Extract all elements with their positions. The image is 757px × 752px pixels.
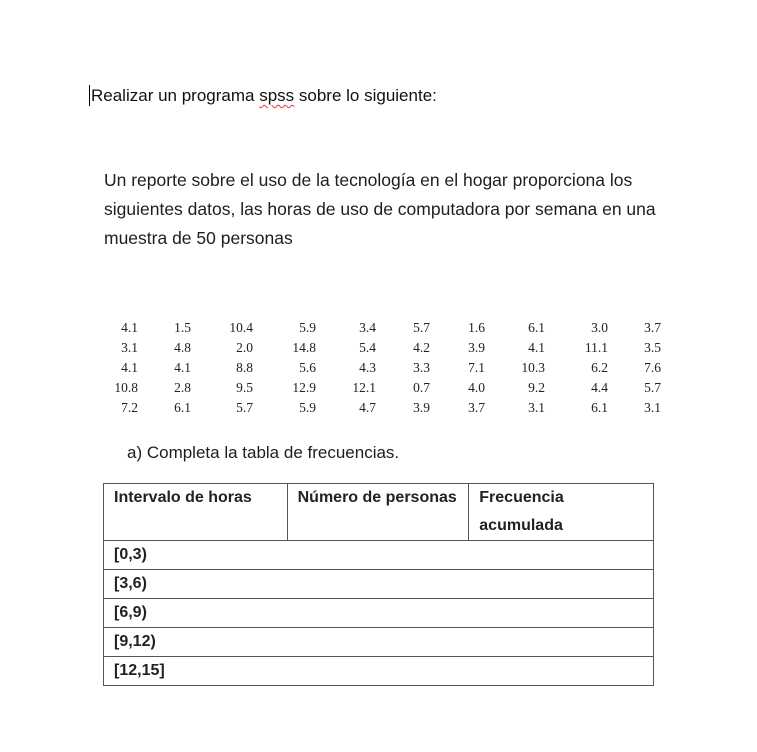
- data-value: 10.4: [229, 320, 253, 335]
- data-value: 6.2: [591, 360, 608, 375]
- data-value: 1.6: [468, 320, 485, 335]
- data-value: 5.4: [359, 340, 376, 355]
- problem-description: Un reporte sobre el uso de la tecnología en el hogar proporciona los siguientes datos, las horas de uso de computadora por semana en una muestra de 50 personas: [104, 170, 656, 248]
- data-value: 12.1: [352, 380, 376, 395]
- text-cursor: [89, 85, 90, 106]
- data-value: 9.5: [236, 380, 253, 395]
- data-value: 3.4: [359, 320, 376, 335]
- data-value: 3.3: [413, 360, 430, 375]
- data-value: 3.7: [644, 320, 661, 335]
- table-row: [104, 628, 654, 657]
- data-value: 0.7: [413, 380, 430, 395]
- data-value: 4.8: [174, 340, 191, 355]
- spellcheck-flagged-word[interactable]: spss: [259, 86, 295, 105]
- data-value: 7.2: [121, 400, 138, 415]
- data-value: 7.1: [468, 360, 485, 375]
- data-value: 4.1: [121, 320, 138, 335]
- data-value: 5.7: [236, 400, 253, 415]
- data-value: 9.2: [528, 380, 545, 395]
- header-count: Número de personas: [287, 484, 469, 541]
- data-value: 1.5: [174, 320, 191, 335]
- data-value: 12.9: [292, 380, 316, 395]
- data-value: 10.3: [521, 360, 545, 375]
- header-cumulative: Frecuencia acumulada: [469, 484, 654, 541]
- table-row: [104, 541, 654, 570]
- data-value: 4.4: [591, 380, 608, 395]
- data-value: 6.1: [528, 320, 545, 335]
- data-value: 14.8: [292, 340, 316, 355]
- data-value: 4.7: [359, 400, 376, 415]
- data-value: 3.9: [468, 340, 485, 355]
- interval-cell: [6,9): [104, 599, 654, 628]
- header-interval: Intervalo de horas: [104, 484, 288, 541]
- data-value: 3.5: [644, 340, 661, 355]
- frequency-table: [103, 483, 654, 686]
- data-value: 11.1: [584, 340, 608, 355]
- data-value: 7.6: [644, 360, 661, 375]
- data-value: 5.7: [413, 320, 430, 335]
- data-value: 4.0: [468, 380, 485, 395]
- data-value: 3.1: [644, 400, 661, 415]
- table-row: [104, 570, 654, 599]
- data-value: 4.1: [528, 340, 545, 355]
- frequency-table-header-row: [104, 484, 654, 541]
- table-row: [104, 599, 654, 628]
- data-value: 4.1: [121, 360, 138, 375]
- data-value: 3.1: [528, 400, 545, 415]
- interval-cell: [3,6): [104, 570, 654, 599]
- data-value: 3.1: [121, 340, 138, 355]
- data-value: 6.1: [591, 400, 608, 415]
- data-value: 3.7: [468, 400, 485, 415]
- data-value: 5.9: [299, 320, 316, 335]
- data-value: 10.8: [114, 380, 138, 395]
- table-row: [104, 657, 654, 686]
- data-value: 4.1: [174, 360, 191, 375]
- interval-cell: [12,15]: [104, 657, 654, 686]
- data-value: 2.0: [236, 340, 253, 355]
- data-value: 5.6: [299, 360, 316, 375]
- interval-cell: [0,3): [104, 541, 654, 570]
- document-heading: [91, 86, 437, 106]
- data-value: 2.8: [174, 380, 191, 395]
- data-value: 3.9: [413, 400, 430, 415]
- question-a: a) Completa la tabla de frecuencias.: [127, 443, 400, 462]
- heading-text-before: Realizar un programa: [91, 86, 260, 105]
- heading-text-after: sobre lo siguiente:: [294, 86, 437, 105]
- data-value: 8.8: [236, 360, 253, 375]
- data-value: 6.1: [174, 400, 191, 415]
- interval-cell: [9,12): [104, 628, 654, 657]
- data-value: 3.0: [591, 320, 608, 335]
- data-value: 4.2: [413, 340, 430, 355]
- data-value: 5.9: [299, 400, 316, 415]
- data-value: 5.7: [644, 380, 661, 395]
- data-value: 4.3: [359, 360, 376, 375]
